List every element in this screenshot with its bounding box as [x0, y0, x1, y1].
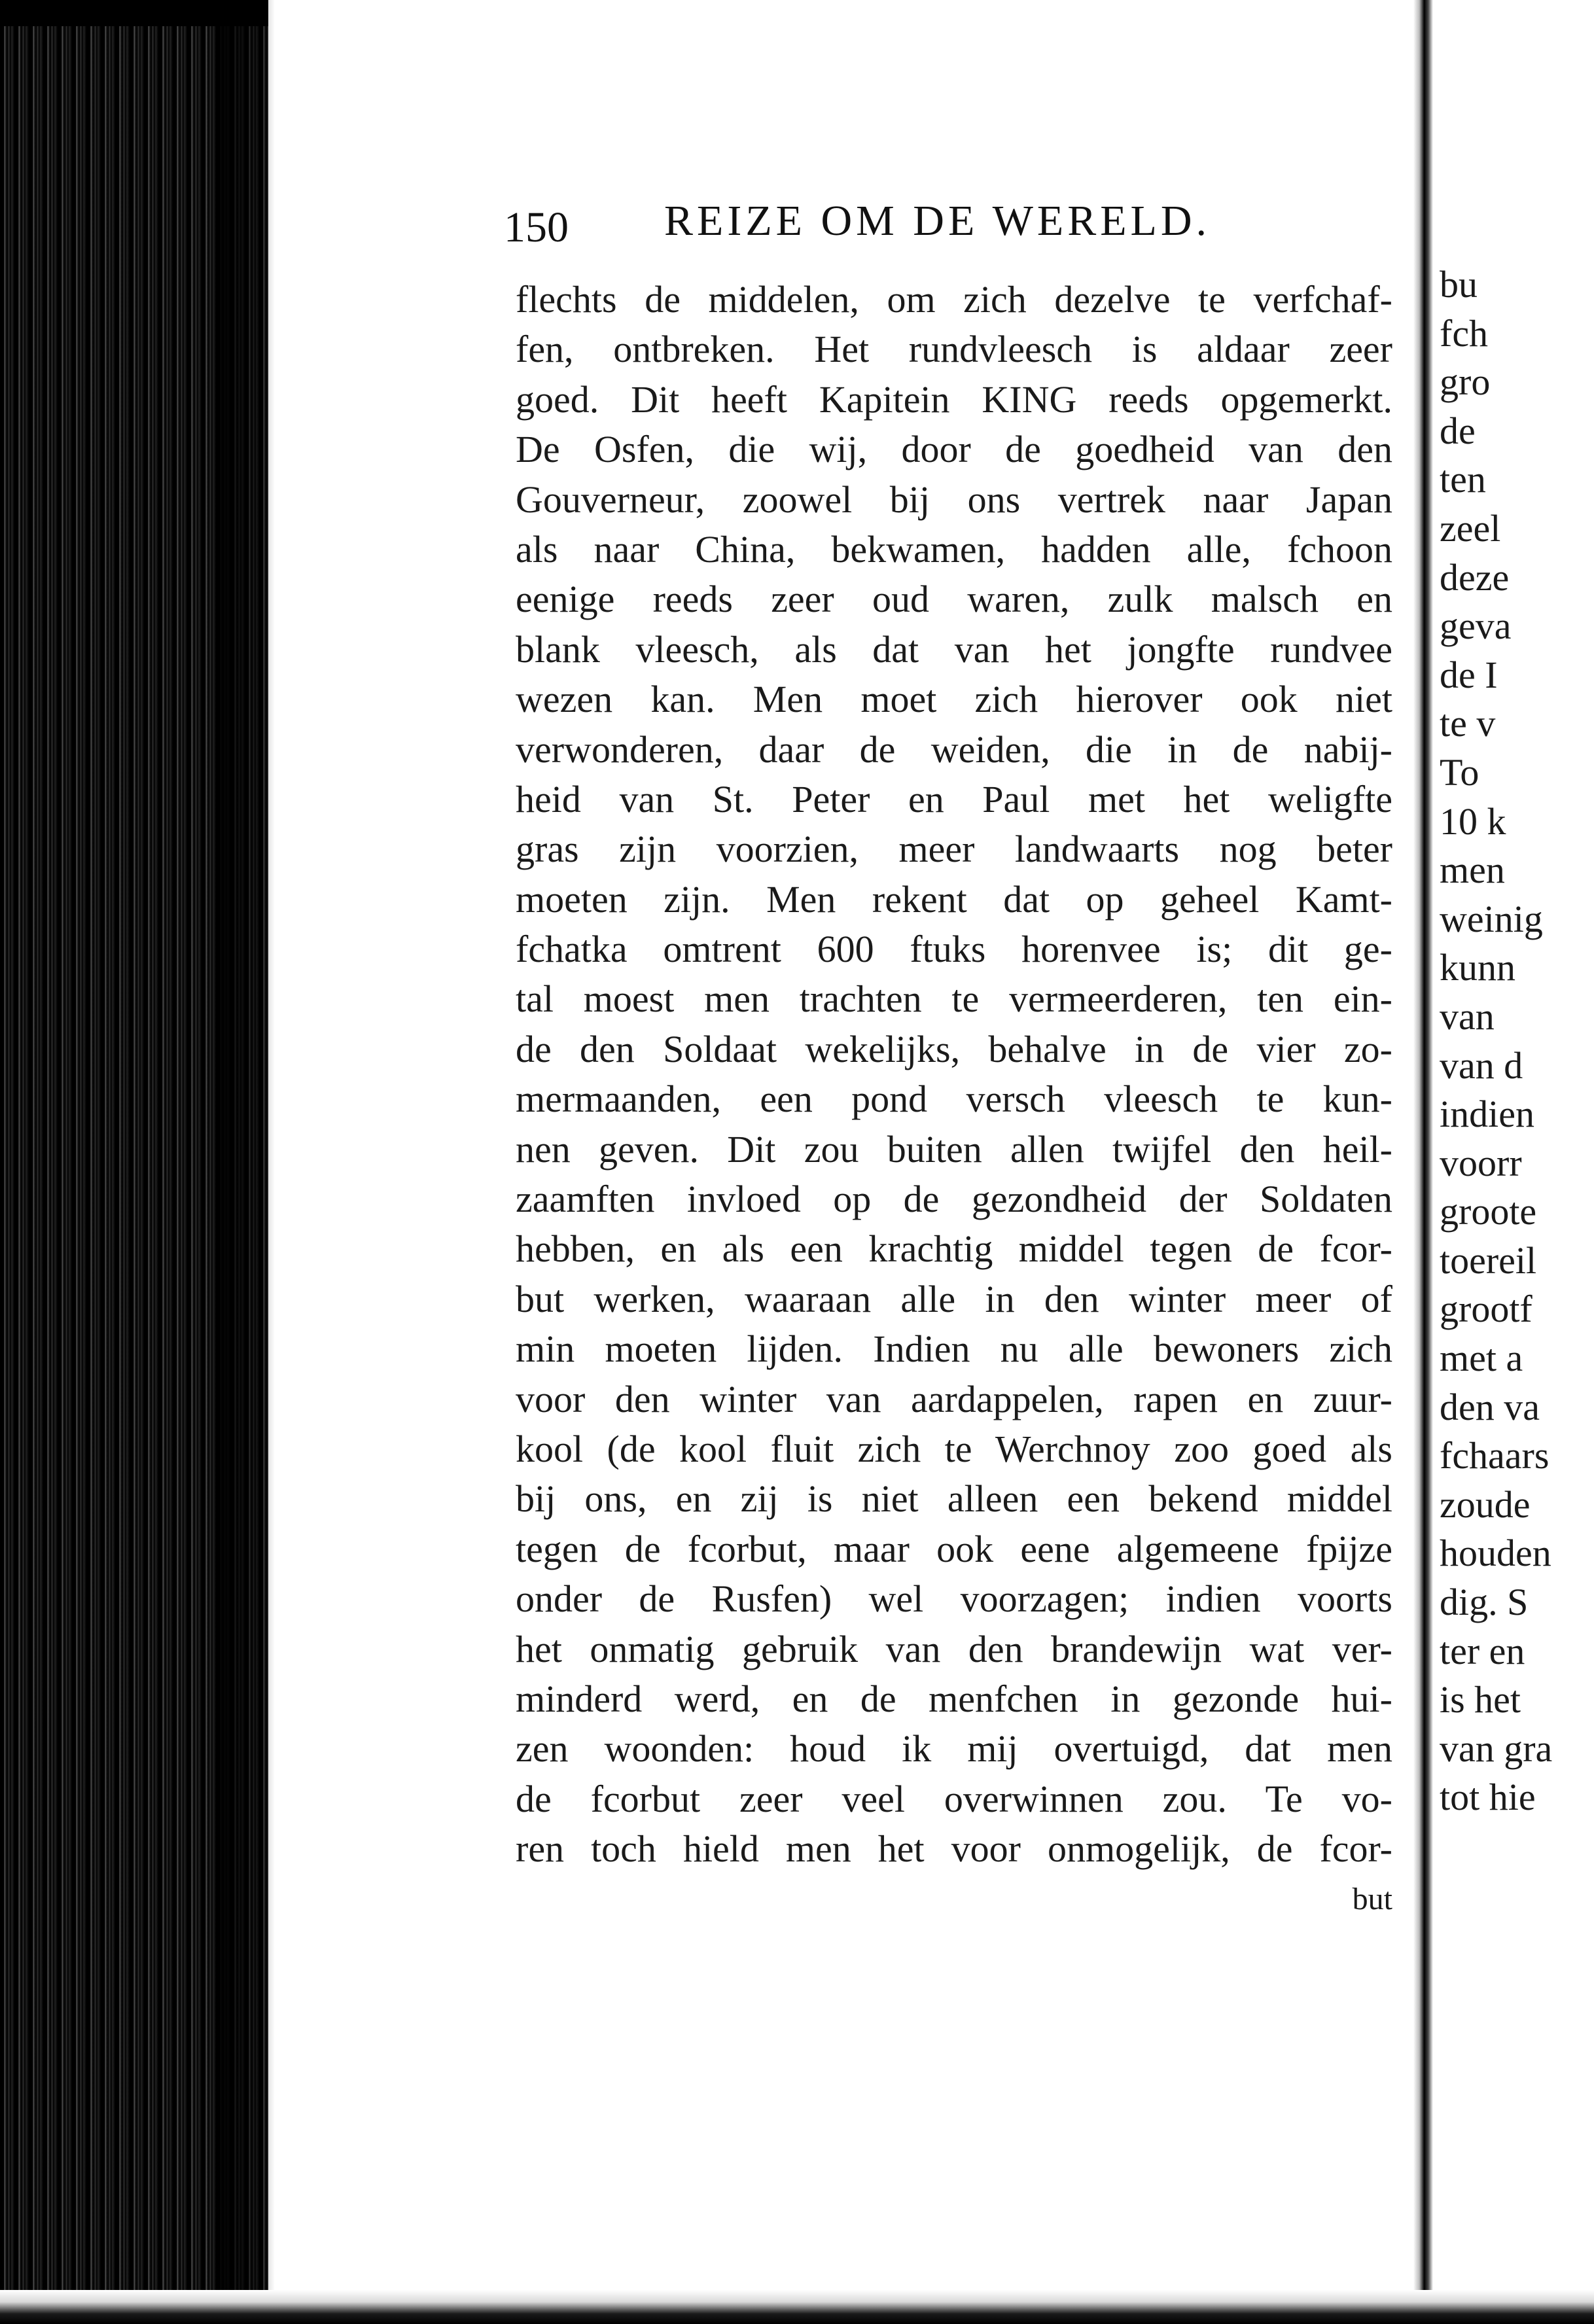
text-line: mermaanden, een pond versch vleesch te kun- [516, 1078, 1392, 1121]
adjacent-text-fragment: den va [1440, 1385, 1540, 1428]
catchword: but [1352, 1881, 1392, 1916]
adjacent-text-fragment: fchaars [1440, 1434, 1550, 1477]
text-line: de den Soldaat wekelijks, behalve in de vier zo- [516, 1027, 1392, 1070]
adjacent-text-fragment: grootf [1440, 1288, 1532, 1331]
adjacent-text-fragment: weinig [1440, 897, 1543, 940]
text-line: blank vleesch, als dat van het jongfte rundvee [516, 627, 1392, 671]
page-edge-shadow [216, 0, 275, 2324]
text-line: zen woonden: houd ik mij overtuigd, dat men [516, 1727, 1392, 1770]
text-line: eenige reeds zeer oud waren, zulk malsch en [516, 578, 1392, 621]
text-line: kool (de kool fluit zich te Werchnoy zoo goed als [516, 1427, 1392, 1470]
adjacent-text-fragment: kunn [1440, 946, 1515, 989]
text-line: het onmatig gebruik van den brandewijn wat ver- [516, 1627, 1392, 1670]
adjacent-text-fragment: geva [1440, 605, 1512, 648]
adjacent-page [1433, 0, 1594, 2290]
adjacent-text-fragment: is het [1440, 1678, 1521, 1721]
page-bottom-edge [0, 2290, 1594, 2324]
adjacent-text-fragment: ten [1440, 458, 1486, 501]
adjacent-text-fragment: groote [1440, 1190, 1537, 1233]
adjacent-text-fragment: To [1440, 750, 1479, 794]
text-line: als naar China, bekwamen, hadden alle, fchoon [516, 527, 1392, 571]
text-line: hebben, en als een krachtig middel tegen de fcor- [516, 1227, 1392, 1271]
text-line: tal moest men trachten te vermeerderen, ten ein- [516, 977, 1392, 1021]
text-line: verwonderen, daar de weiden, die in de nabij- [516, 728, 1392, 771]
adjacent-text-fragment: gro [1440, 361, 1491, 404]
text-line: zaamften invloed op de gezondheid der Soldaten [516, 1178, 1392, 1221]
adjacent-text-fragment: men [1440, 849, 1505, 892]
text-line: de fcorbut zeer veel overwinnen zou. Te vo- [516, 1777, 1392, 1820]
running-title: REIZE OM DE WERELD. [664, 197, 1211, 245]
text-line: goed. Dit heeft Kapitein KING reeds opgemerkt. [516, 378, 1392, 421]
text-line: voor den winter van aardappelen, rapen en zuur- [516, 1377, 1392, 1420]
adjacent-text-fragment: de I [1440, 653, 1498, 696]
adjacent-text-fragment: van gra [1440, 1727, 1553, 1770]
adjacent-text-fragment: indien [1440, 1093, 1534, 1136]
adjacent-page-text [1440, 260, 1552, 1822]
book-gutter [1413, 0, 1433, 2290]
adjacent-text-fragment: de [1440, 409, 1476, 452]
text-line: bij ons, en zij is niet alleen een bekend middel [516, 1477, 1392, 1521]
adjacent-text-fragment: voorr [1440, 1141, 1522, 1184]
text-line: gras zijn voorzien, meer landwaarts nog beter [516, 828, 1392, 871]
adjacent-text-fragment: deze [1440, 555, 1510, 599]
adjacent-text-fragment: ter en [1440, 1629, 1525, 1672]
text-line: flechts de middelen, om zich dezelve te verfchaf- [516, 278, 1392, 321]
text-line: minderd werd, en de menfchen in gezonde hui- [516, 1677, 1392, 1720]
text-line: fchatka omtrent 600 ftuks horenvee is; dit ge- [516, 928, 1392, 971]
adjacent-text-fragment: zeel [1440, 506, 1501, 550]
page-edge-top [0, 0, 268, 26]
page-number: 150 [504, 203, 569, 251]
text-line: nen geven. Dit zou buiten allen twijfel den heil- [516, 1127, 1392, 1171]
adjacent-text-fragment: met a [1440, 1337, 1523, 1380]
adjacent-text-fragment: van [1440, 995, 1495, 1038]
text-line: but werken, waaraan alle in den winter meer of [516, 1277, 1392, 1320]
text-line: wezen kan. Men moet zich hierover ook niet [516, 678, 1392, 721]
text-line: onder de Rusfen) wel voorzagen; indien voorts [516, 1577, 1392, 1621]
text-line: ren toch hield men het voor onmogelijk, de fcor- [516, 1827, 1392, 1871]
text-line: De Osfen, die wij, door de goedheid van den [516, 428, 1392, 471]
text-line: Gouverneur, zoowel bij ons vertrek naar Japan [516, 478, 1392, 521]
running-head [504, 196, 1485, 255]
text-line: fen, ontbreken. Het rundvleesch is aldaar zeer [516, 328, 1392, 371]
adjacent-text-fragment: van d [1440, 1044, 1523, 1087]
text-line: min moeten lijden. Indien nu alle bewoners zich [516, 1328, 1392, 1371]
adjacent-text-fragment: toereil [1440, 1239, 1537, 1282]
adjacent-text-fragment: houden [1440, 1532, 1551, 1575]
adjacent-text-fragment: tot hie [1440, 1776, 1536, 1819]
adjacent-text-fragment: te v [1440, 702, 1496, 745]
text-line: heid van St. Peter en Paul met het weligfte [516, 777, 1392, 820]
adjacent-text-fragment: zoude [1440, 1483, 1531, 1526]
adjacent-text-fragment: bu [1440, 263, 1478, 306]
adjacent-text-fragment: 10 k [1440, 800, 1506, 843]
adjacent-text-fragment: dig. S [1440, 1581, 1529, 1624]
book-page [275, 0, 1413, 2290]
text-line: moeten zijn. Men rekent dat op geheel Kamt- [516, 877, 1392, 921]
text-line: tegen de fcorbut, maar ook eene algemeene fpijze [516, 1527, 1392, 1570]
adjacent-text-fragment: fch [1440, 311, 1489, 355]
